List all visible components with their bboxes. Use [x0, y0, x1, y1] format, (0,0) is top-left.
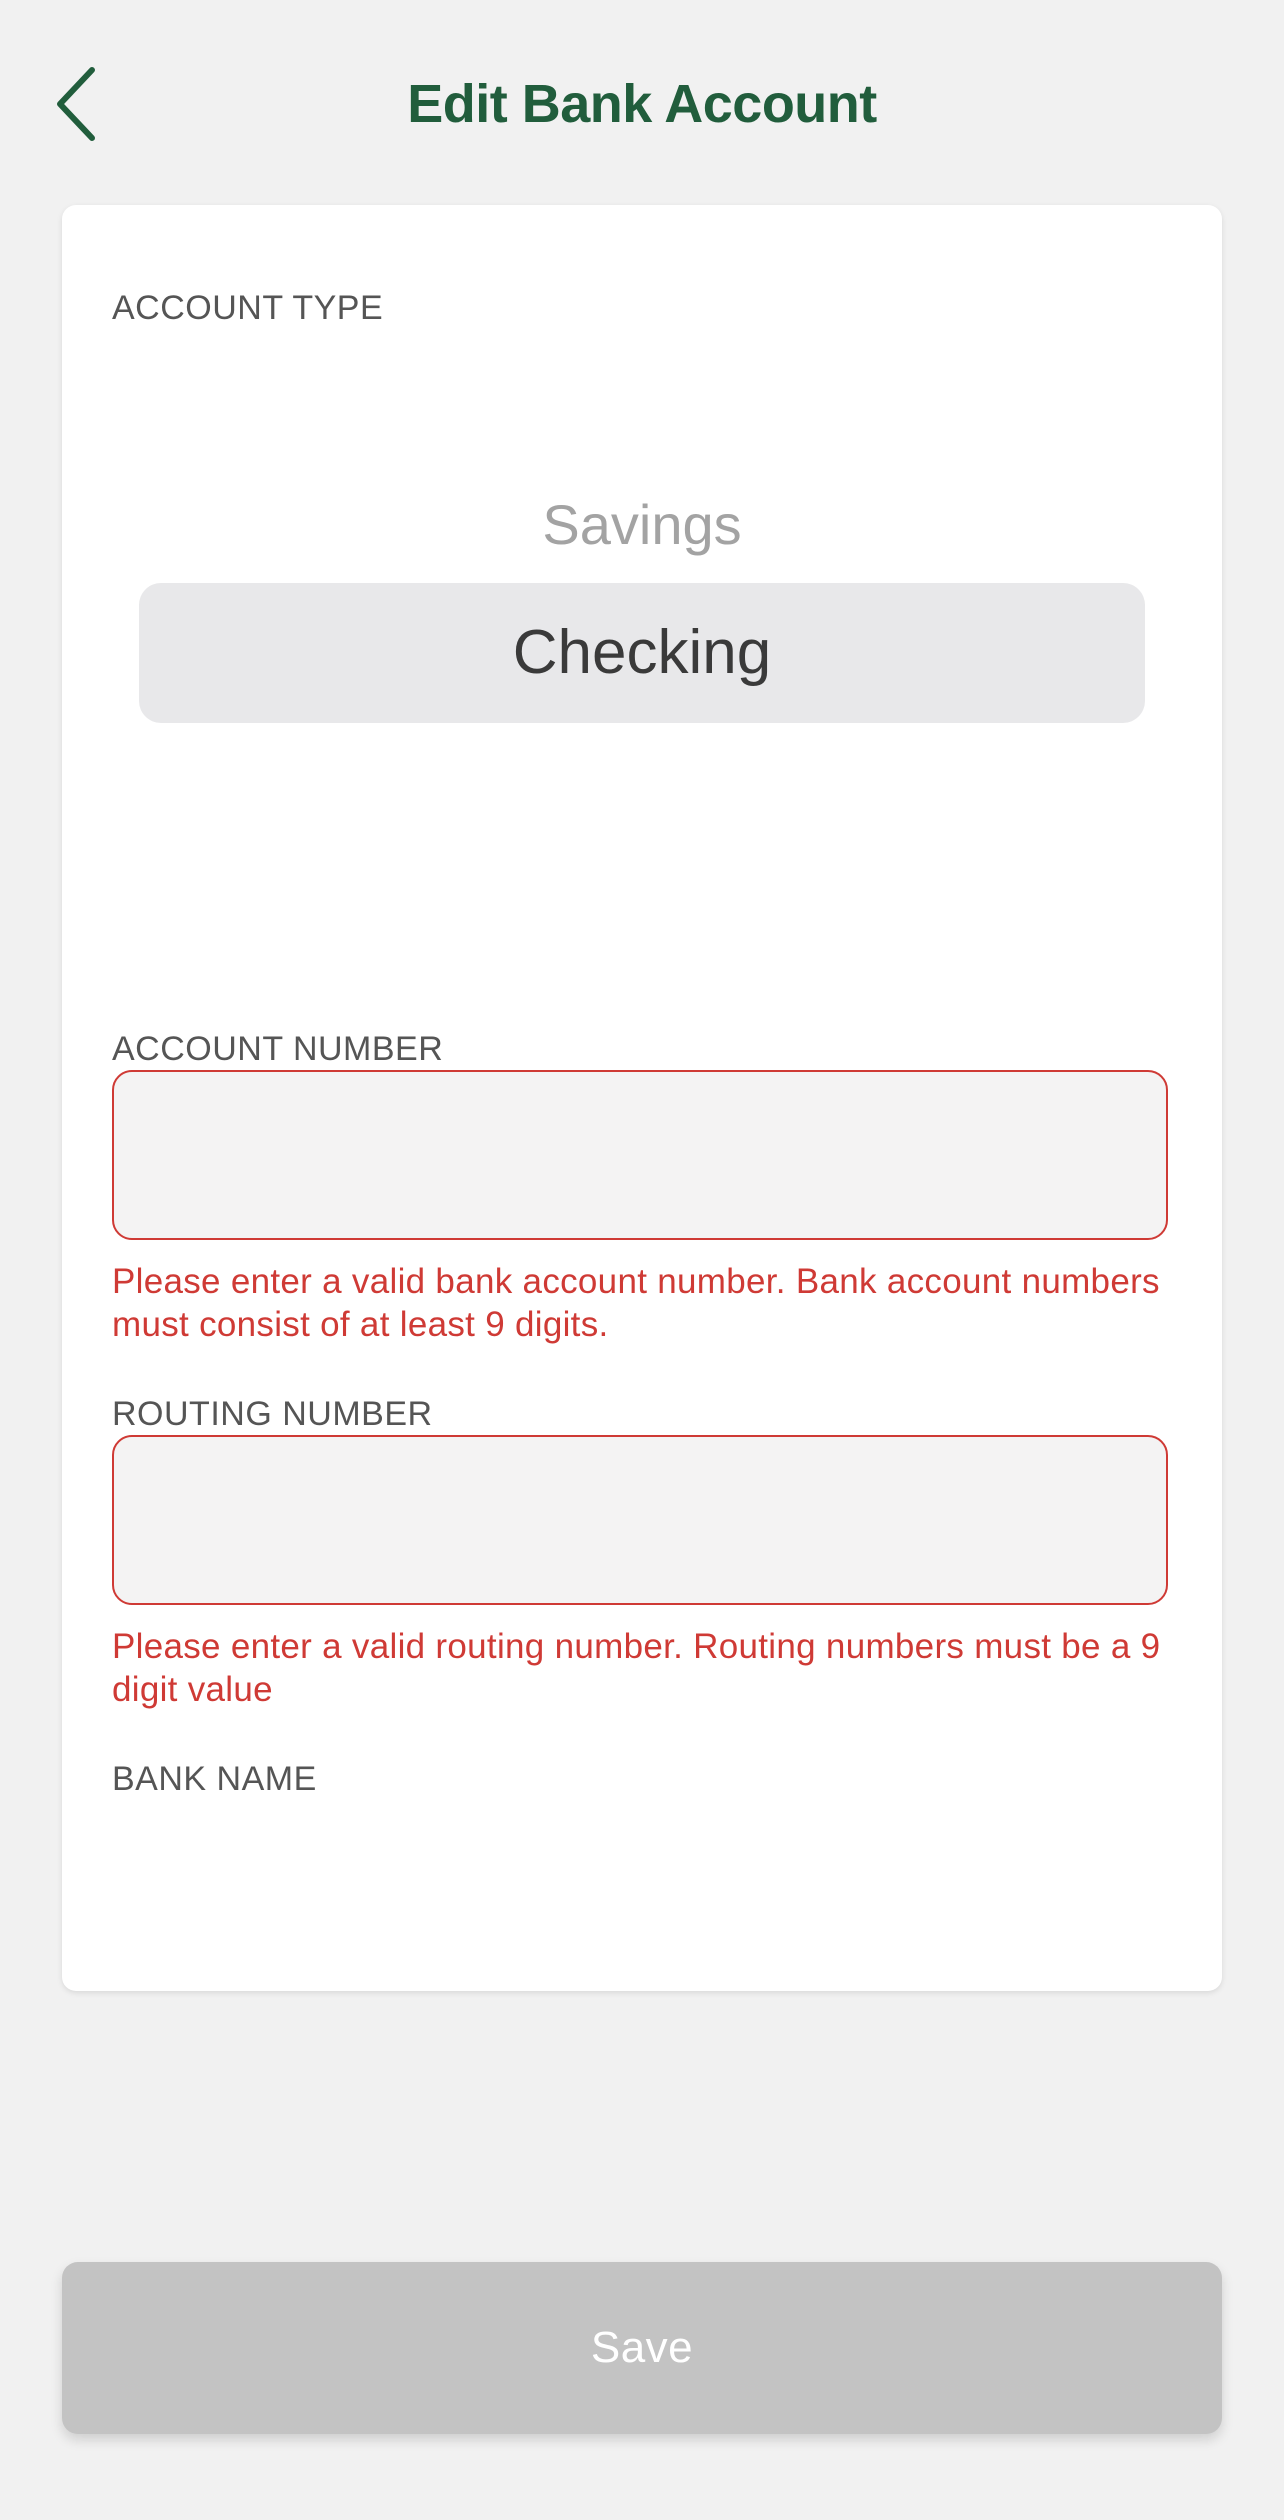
account-number-label: ACCOUNT NUMBER: [112, 1030, 444, 1068]
picker-option-savings[interactable]: Savings: [542, 493, 742, 556]
account-number-input[interactable]: [112, 1070, 1168, 1240]
bank-account-form: [62, 205, 1222, 1991]
page-title: Edit Bank Account: [407, 74, 877, 134]
save-button[interactable]: Save: [62, 2262, 1222, 2434]
picker-option-checking[interactable]: Checking: [512, 618, 772, 687]
routing-number-label: ROUTING NUMBER: [112, 1395, 433, 1433]
routing-number-input[interactable]: [112, 1435, 1168, 1605]
bank-name-value: [112, 1815, 1168, 1875]
bank-name-label: BANK NAME: [112, 1760, 317, 1798]
account-type-label: ACCOUNT TYPE: [112, 289, 384, 327]
routing-number-error: Please enter a valid routing number. Routing numbers must be a 9 digit value: [112, 1627, 1161, 1709]
account-number-error: Please enter a valid bank account number. Bank account numbers must consist of at least 9 digits.: [112, 1262, 1160, 1344]
